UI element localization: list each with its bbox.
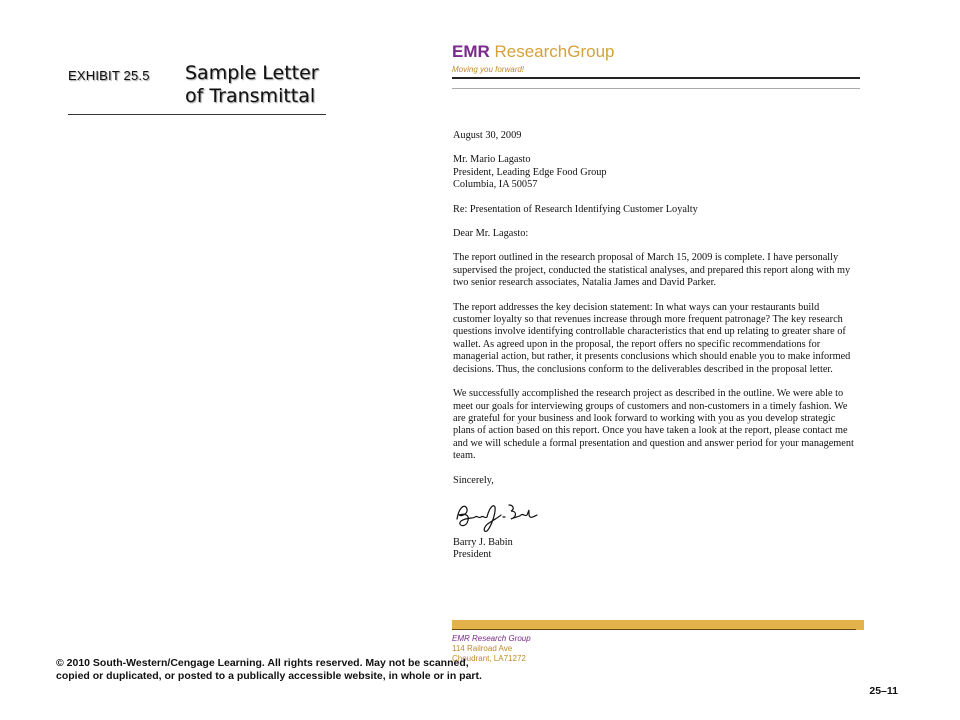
letter-date: August 30, 2009 bbox=[453, 130, 522, 141]
exhibit-title bbox=[185, 62, 319, 108]
letter-body bbox=[453, 130, 859, 562]
brand-name-part1: EMR bbox=[452, 42, 495, 61]
signature bbox=[453, 495, 859, 535]
signer-block bbox=[453, 537, 859, 562]
exhibit-label: EXHIBIT 25.5 bbox=[68, 68, 150, 83]
copyright-notice: © 2010 South-Western/Cengage Learning. All rights reserved. May not be scanned, copied or duplicated, or posted to a publically accessible website, in whole or in part. bbox=[56, 657, 482, 682]
letterhead-rule bbox=[452, 77, 860, 79]
letter-subject: Re: Presentation of Research Identifying Customer Loyalty bbox=[453, 203, 698, 215]
footer-city: Choudrant, LA71272 bbox=[452, 654, 526, 663]
letter-paragraph-3: We successfully accomplished the research project as described in the outline. We were able to meet our goals for interviewing groups of customers and non-customers in a timely fashion. We are grateful for your business and look forward to working with you as you develop strategic plans of action based on this report. Once you have taken a look at the report, please contact me and we will schedule a formal presentation and question and answer period for your management team. bbox=[453, 388, 854, 462]
footer-street: 114 Railroad Ave bbox=[452, 644, 513, 653]
letterhead-tagline: Moving you forward! bbox=[452, 65, 525, 74]
sample-letter bbox=[452, 38, 866, 663]
footer-company: EMR Research Group bbox=[452, 634, 531, 643]
letter-footer-bar bbox=[452, 620, 864, 630]
letter-paragraph-1: The report outlined in the research proposal of March 15, 2009 is complete. I have personally supervised the project, conducted the statistical analyses, and prepared this report along with my two senior research associates, Natalia James and David Parker. bbox=[453, 252, 851, 289]
letterhead-rule-thin bbox=[452, 88, 860, 89]
exhibit-title-line2: of Transmittal bbox=[185, 85, 316, 107]
brand-name-part2: ResearchGroup bbox=[494, 42, 615, 61]
exhibit-title-line1: Sample Letter bbox=[185, 62, 319, 84]
letter-salutation: Dear Mr. Lagasto: bbox=[453, 228, 529, 240]
page-number: 25–11 bbox=[869, 685, 898, 697]
letter-closing: Sincerely, bbox=[453, 474, 494, 486]
letter-paragraph-2: The report addresses the key decision statement: In what ways can your restaurants build customer loyalty so that revenues increase through more frequent patronage? The key research questions involve identifying controllable characteristics that end up relating to greater share of wallet. As agreed upon in the proposal, the report offers no specific recommendations for managerial action, but rather, it presents conclusions which should enable you to make informed decisions. Thus, the conclusions conform to the deliverables described in the proposal letter. bbox=[453, 301, 851, 375]
signer-name: Barry J. Babin bbox=[453, 536, 513, 548]
signer-title: President bbox=[453, 549, 492, 561]
exhibit-divider bbox=[68, 114, 326, 115]
letter-recipient: Mr. Mario Lagasto President, Leading Edge Food Group Columbia, IA 50057 bbox=[453, 154, 607, 191]
letterhead-logo bbox=[452, 42, 615, 62]
